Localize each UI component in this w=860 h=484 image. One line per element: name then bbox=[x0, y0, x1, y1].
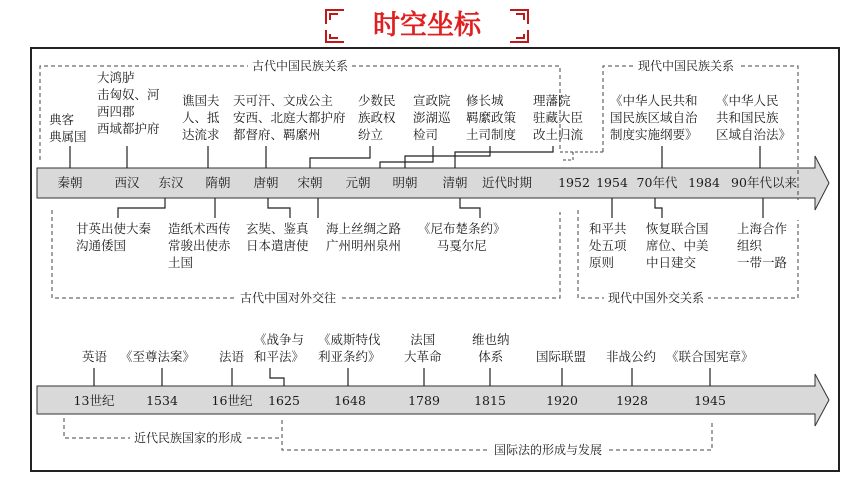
era-label: 16世纪 bbox=[211, 393, 253, 408]
era-label: 1789 bbox=[408, 393, 440, 408]
foreign-event-song: 海上丝绸之路 广州明州泉州 bbox=[326, 221, 402, 253]
era-label: 1815 bbox=[474, 393, 506, 408]
group-label-modern-foreign: 现代中国外交关系 bbox=[604, 291, 708, 305]
foreign-event-1954: 和平共 处五项 原则 bbox=[589, 221, 627, 270]
era-label: 1928 bbox=[616, 393, 648, 408]
era-label: 1984 bbox=[688, 175, 720, 190]
era-label: 宋朝 bbox=[297, 175, 323, 190]
event-song: 少数民 族政权 纷立 bbox=[358, 93, 396, 142]
era-label: 元朝 bbox=[345, 175, 371, 190]
group-label-ancient-foreign: 古代中国对外交往 bbox=[236, 291, 340, 305]
era-label: 90年代以来 bbox=[731, 175, 797, 190]
event-tang: 天可汗、文成公主 安西、北庭大都护府 都督府、羁縻州 bbox=[233, 93, 346, 142]
event-qing: 理藩院 驻藏大臣 改土归流 bbox=[533, 93, 584, 142]
era-label: 东汉 bbox=[158, 175, 184, 190]
era-label: 西汉 bbox=[114, 175, 140, 190]
era-label: 1534 bbox=[146, 393, 178, 408]
era-label: 清朝 bbox=[442, 175, 468, 190]
event-1952: 《中华人民共和 国民族区域自治 制度实施纲要》 bbox=[610, 93, 698, 142]
event-xihan: 大鸿胪 击匈奴、河 西四郡 西域都护府 bbox=[97, 70, 160, 136]
foreign-event-qing: 《尼布楚条约》 马戛尔尼 bbox=[418, 221, 506, 253]
era-label: 1954 bbox=[596, 175, 628, 190]
era-label: 1648 bbox=[334, 393, 366, 408]
event-yuan: 宣政院 澎湖巡 检司 bbox=[413, 93, 451, 142]
foreign-event-sui: 造纸术西传 常骏出使赤 土国 bbox=[168, 221, 231, 270]
law-event-1534: 《至尊法案》 bbox=[120, 349, 196, 364]
event-qin: 典客 典属国 bbox=[49, 112, 87, 144]
era-label: 1945 bbox=[694, 393, 726, 408]
law-event-13c: 英语 bbox=[82, 349, 108, 364]
foreign-event-70s: 恢复联合国 席位、中美 中日建交 bbox=[646, 221, 709, 270]
foreign-event-tang: 玄奘、鉴真 日本遣唐使 bbox=[246, 221, 309, 253]
era-label: 明朝 bbox=[392, 175, 418, 190]
law-event-16c: 法语 bbox=[219, 349, 245, 364]
group-label-modern-ethnic: 现代中国民族关系 bbox=[634, 59, 738, 73]
law-event-1789: 法国 大革命 bbox=[404, 332, 442, 364]
era-label: 13世纪 bbox=[73, 393, 115, 408]
group-label-nation-state: 近代民族国家的形成 bbox=[130, 431, 246, 445]
page-title: 时空坐标 bbox=[373, 10, 481, 41]
era-label: 1952 bbox=[558, 175, 590, 190]
foreign-event-90s: 上海合作 组织 一带一路 bbox=[737, 221, 788, 270]
law-event-1928: 非战公约 bbox=[606, 349, 657, 364]
era-label: 1625 bbox=[268, 393, 300, 408]
law-event-1625: 《战争与 和平法》 bbox=[254, 332, 305, 364]
era-label: 近代时期 bbox=[481, 175, 533, 190]
group-label-intl-law: 国际法的形成与发展 bbox=[490, 443, 606, 457]
era-label: 隋朝 bbox=[205, 175, 231, 190]
event-ming: 修长城 羁縻政策 土司制度 bbox=[466, 93, 517, 142]
foreign-event-han: 甘英出使大秦 沟通倭国 bbox=[76, 221, 152, 253]
law-event-1920: 国际联盟 bbox=[536, 349, 587, 364]
era-label: 唐朝 bbox=[253, 175, 279, 190]
era-label: 70年代 bbox=[636, 175, 678, 190]
event-1984: 《中华人民 共和国民族 区域自治法》 bbox=[716, 93, 792, 142]
law-event-1945: 《联合国宪章》 bbox=[666, 349, 754, 364]
group-label-ancient-ethnic: 古代中国民族关系 bbox=[248, 59, 352, 73]
event-sui: 谯国夫 人、抵 达流求 bbox=[182, 93, 220, 142]
era-label: 秦朝 bbox=[57, 175, 83, 190]
law-event-1815: 维也纳 体系 bbox=[472, 332, 510, 364]
era-label: 1920 bbox=[546, 393, 578, 408]
law-event-1648: 《威斯特伐 利亚条约》 bbox=[318, 332, 381, 364]
